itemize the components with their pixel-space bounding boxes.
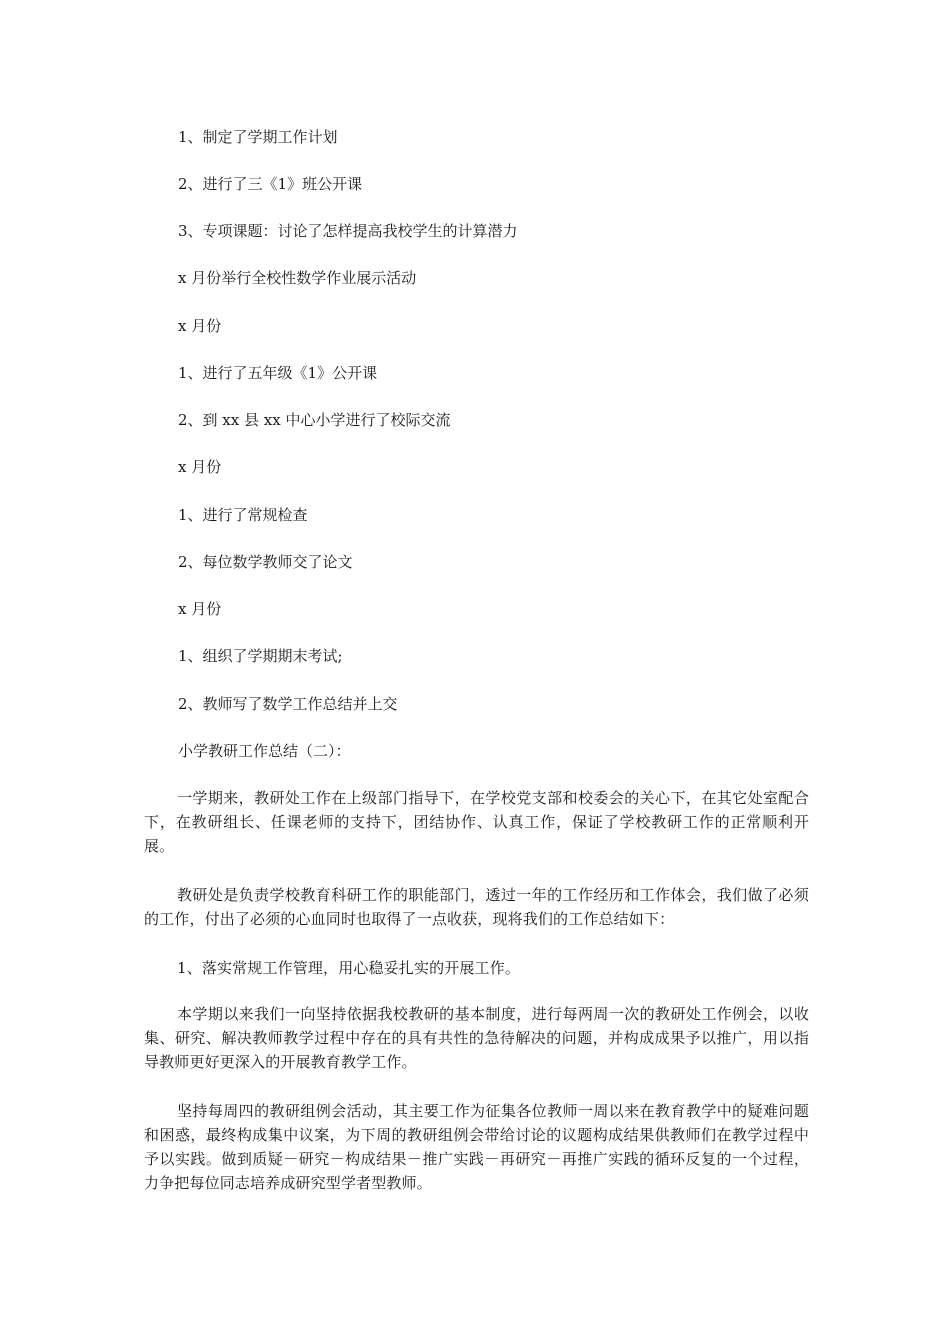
body-paragraph: 本学期以来我们一向坚持依据我校教研的基本制度，进行每两周一次的教研处工作例会，以收集、研究、解决教师教学过程中存在的具有共性的急待解决的问题，并构成成果予以推广，用以指导教师更好更深入的开展教育教学工作。	[144, 1005, 809, 1071]
section-title: 小学教研工作总结（二）：	[178, 742, 351, 760]
month-heading: x 月份	[178, 317, 222, 335]
list-line: 1、进行了五年级《1》公开课	[178, 364, 378, 382]
body-paragraph: 1、落实常规工作管理，用心稳妥扎实的开展工作。	[177, 959, 520, 977]
list-line: 1、进行了常规检查	[178, 506, 308, 524]
body-paragraph: 教研处是负责学校教育科研工作的职能部门，透过一年的工作经历和工作体会，我们做了必须的工作，付出了必须的心血同时也取得了一点收获，现将我们的工作总结如下：	[144, 886, 809, 928]
list-line: 1、制定了学期工作计划	[178, 128, 338, 146]
list-line: 2、教师写了数学工作总结并上交	[178, 695, 398, 713]
list-line: 2、到 xx 县 xx 中心小学进行了校际交流	[178, 411, 451, 429]
body-paragraph: 一学期来，教研处工作在上级部门指导下，在学校党支部和校委会的关心下，在其它处室配合下，在教研组长、任课老师的支持下，团结协作、认真工作，保证了学校教研工作的正常顺利开展。	[144, 789, 809, 855]
month-heading: x 月份	[178, 600, 222, 618]
list-line: 1、组织了学期期末考试;	[178, 647, 343, 665]
month-heading: x 月份	[178, 458, 222, 476]
list-line: 2、每位数学教师交了论文	[178, 553, 353, 571]
body-paragraph: 坚持每周四的教研组例会活动，其主要工作为征集各位教师一周以来在教育教学中的疑难问题和困惑，最终构成集中议案，为下周的教研组例会带给讨论的议题构成结果供教师们在教学过程中予以实践。做到质疑－研究－构成结果－推广实践－再研究－再推广实践的循环反复的一个过程，力争把每位同志培养成研究型学者型教师。	[144, 1102, 809, 1192]
list-line: x 月份举行全校性数学作业展示活动	[178, 269, 417, 287]
list-line: 2、进行了三《1》班公开课	[178, 175, 363, 193]
list-line: 3、专项课题：讨论了怎样提高我校学生的计算潜力	[178, 222, 518, 240]
